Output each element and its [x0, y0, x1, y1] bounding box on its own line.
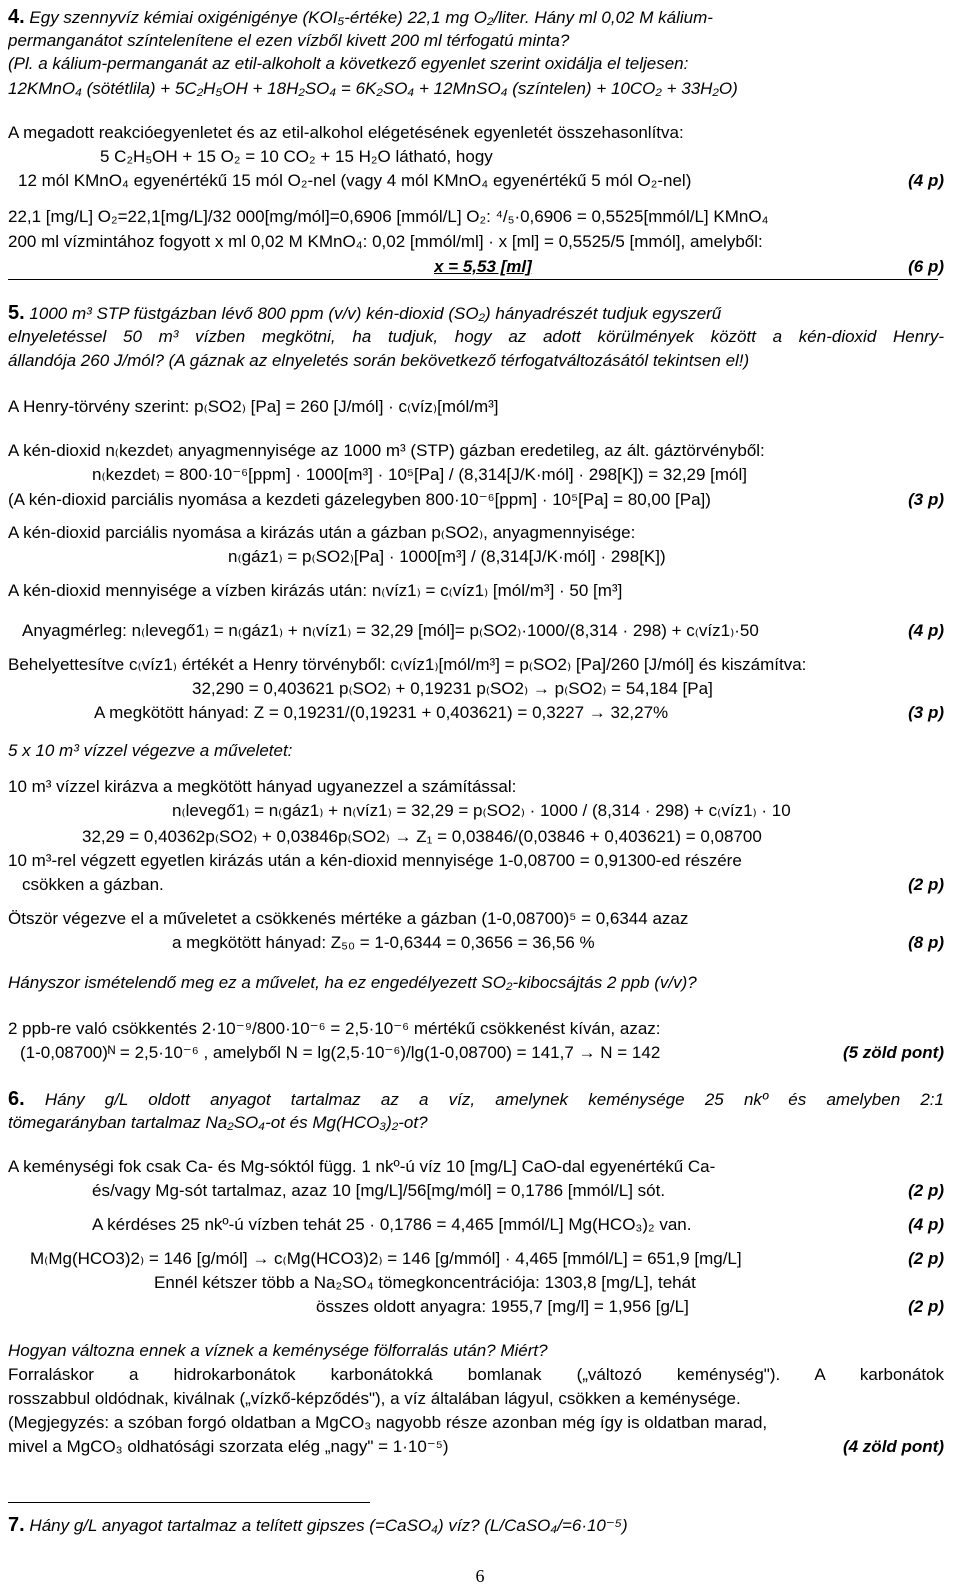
- points-label: (8 p): [902, 932, 944, 954]
- text-line: [18, 170, 944, 192]
- text-line: [22, 874, 944, 896]
- section-divider: [8, 279, 938, 280]
- question-number: 4.: [8, 6, 25, 28]
- text-line: [8, 1340, 944, 1362]
- text-line: [8, 522, 944, 544]
- text-line: [82, 826, 944, 848]
- line-text: Egy szennyvíz kémiai oxigénigénye (KOI₅-értéke) 22,1 mg O₂/liter. Hány ml 0,02 M kálium-: [24, 8, 713, 27]
- text-line: [92, 1214, 944, 1236]
- line-text: A megkötött hányad: Z = 0,19231/(0,19231 + 0,403621) = 0,3227 → 32,27%: [94, 703, 669, 722]
- text-line: [8, 1156, 944, 1178]
- text-line: [8, 908, 944, 930]
- text-line: [8, 580, 944, 602]
- text-line: [316, 1296, 944, 1318]
- text-line: [154, 1272, 944, 1294]
- text-line: [8, 1388, 944, 1410]
- question-number: 5.: [8, 302, 25, 324]
- line-text: állandója 260 J/mól? (A gáznak az elnyeletés során bekövetkező térfogatváltozásától tekintsen el!): [8, 351, 750, 370]
- line-text: rosszabbul oldódnak, kiválnak („vízkő-képződés"), a víz általában lágyul, csökken a keménysége.: [8, 1389, 741, 1408]
- line-text: 1000 m³ STP füstgázban lévő 800 ppm (v/v) kén-dioxid (SO₂) hányadrészét tudjuk egyszerű: [24, 304, 722, 323]
- line-text: Ötször végezve el a műveletet a csökkenés mértéke a gázban (1-0,08700)⁵ = 0,6344 azaz: [8, 909, 689, 928]
- text-line: [172, 800, 944, 822]
- points-label: (3 p): [902, 489, 944, 511]
- question-text: [8, 1514, 944, 1537]
- line-text: A Henry-törvény szerint: p₍SO2₎ [Pa] = 260 [J/mól] · c₍víz₎[mól/m³]: [8, 397, 499, 416]
- line-text: n₍kezdet₎ = 800·10⁻⁶[ppm] · 1000[m³] · 10⁵[Pa] / (8,314[J/K·mól] · 298[K]) = 32,29 [mól]: [92, 465, 748, 484]
- line-text: elnyeletéssel 50 m³ vízben megkötni, ha tudjuk, hogy az adott körülmények között a kén-dioxid Henry-: [8, 327, 944, 346]
- text-line: [8, 396, 944, 418]
- points-label: (4 p): [902, 170, 944, 192]
- text-line: [92, 1180, 944, 1202]
- text-line: [434, 256, 944, 278]
- line-text: Anyagmérleg: n₍levegő1₎ = n₍gáz1₎ + n₍víz1₎ = 32,29 [mól]= p₍SO2₎·1000/(8,314 · 298) + c₍víz1₎·50: [22, 621, 759, 640]
- line-text: 12 mól KMnO₄ egyenértékű 15 mól O₂-nel (vagy 4 mól KMnO₄ egyenértékű 5 mól O₂-nel): [18, 171, 692, 190]
- text-line: [8, 206, 944, 228]
- line-text: Forraláskor a hidrokarbonátok karbonátokká bomlanak („változó keménység"). A karbonátok: [8, 1365, 944, 1384]
- line-text: A kén-dioxid parciális nyomása a kirázás után a gázban p₍SO2₎, anyagmennyisége:: [8, 523, 636, 542]
- line-text: összes oldott anyagra: 1955,7 [mg/l] = 1,956 [g/L]: [316, 1297, 689, 1316]
- points-label: (5 zöld pont): [837, 1042, 944, 1064]
- points-label: (2 p): [902, 1180, 944, 1202]
- text-line: [8, 489, 944, 511]
- line-text: n₍levegő1₎ = n₍gáz1₎ + n₍víz1₎ = 32,29 = p₍SO2₎ · 1000 / (8,314 · 298) + c₍víz1₎ · 10: [172, 801, 791, 820]
- line-text: M₍Mg(HCO3)2₎ = 146 [g/mól] → c₍Mg(HCO3)2₎ = 146 [g/mmól] · 4,465 [mmól/L] = 651,9 [mg/L]: [30, 1249, 742, 1268]
- text-line: [8, 326, 944, 348]
- line-text: 2 ppb-re való csökkentés 2·10⁻⁹/800·10⁻⁶ = 2,5·10⁻⁶ mértékű csökkenést kíván, azaz:: [8, 1019, 661, 1038]
- line-text: 5 x 10 m³ vízzel végezve a műveletet:: [8, 741, 293, 760]
- text-line: [8, 654, 944, 676]
- line-text: x = 5,53 [ml]: [434, 257, 532, 276]
- text-line: [228, 546, 944, 568]
- points-label: (2 p): [902, 1296, 944, 1318]
- line-text: 12KMnO₄ (sötétlila) + 5C₂H₅OH + 18H₂SO₄ = 6K₂SO₄ + 12MnSO₄ (színtelen) + 10CO₂ + 33H₂O): [8, 79, 738, 98]
- line-text: (Megjegyzés: a szóban forgó oldatban a MgCO₃ nagyobb része azonban még így is oldatban marad,: [8, 1413, 768, 1432]
- points-label: (3 p): [902, 702, 944, 724]
- text-line: [8, 231, 944, 253]
- text-line: [8, 740, 944, 762]
- question-text: [8, 1088, 944, 1111]
- line-text: 32,29 = 0,40362p₍SO2₎ + 0,03846p₍SO2₎ → Z₁ = 0,03846/(0,03846 + 0,403621) = 0,08700: [82, 827, 762, 846]
- question-number: 6.: [8, 1088, 25, 1110]
- text-line: [30, 1248, 944, 1270]
- text-line: [94, 702, 944, 724]
- question-text: [8, 6, 944, 29]
- line-text: (Pl. a kálium-permanganát az etil-alkoholt a következő egyenlet szerint oxidálja el teljesen:: [8, 54, 689, 73]
- points-label: (2 p): [902, 874, 944, 896]
- line-text: Hány g/L oldott anyagot tartalmaz az a víz, amelynek keménysége 25 nkº és amelyben 2:1: [24, 1090, 944, 1109]
- points-label: (4 p): [902, 620, 944, 642]
- text-line: [172, 932, 944, 954]
- text-line: [8, 350, 944, 372]
- text-line: [8, 440, 944, 462]
- text-line: [8, 1436, 944, 1458]
- text-line: [20, 1042, 944, 1064]
- line-text: Hányszor ismételendő meg ez a művelet, ha ez engedélyezett SO₂-kibocsájtás 2 ppb (v/v)?: [8, 973, 697, 992]
- line-text: 10 m³ vízzel kirázva a megkötött hányad ugyanezzel a számítással:: [8, 777, 517, 796]
- line-text: (A kén-dioxid parciális nyomása a kezdeti gázelegyben 800·10⁻⁶[ppm] · 10⁵[Pa] = 80,00 [Pa]): [8, 490, 711, 509]
- line-text: és/vagy Mg-sót tartalmaz, azaz 10 [mg/L]/56[mg/mól] = 0,1786 [mmól/L] sót.: [92, 1181, 666, 1200]
- text-line: [8, 30, 944, 52]
- page-number: 6: [475, 1566, 485, 1586]
- text-line: [8, 1364, 944, 1386]
- line-text: 5 C₂H₅OH + 15 O₂ = 10 CO₂ + 15 H₂O látható, hogy: [100, 147, 493, 166]
- text-line: [8, 1412, 944, 1434]
- text-line: [100, 146, 944, 168]
- text-line: [8, 78, 944, 100]
- text-line: [192, 678, 944, 700]
- text-line: [8, 972, 944, 994]
- text-line: [8, 850, 944, 872]
- line-text: Hány g/L anyagot tartalmaz a telített gipszes (=CaSO₄) víz? (L/CaSO₄/=6·10⁻⁵): [24, 1516, 628, 1535]
- line-text: (1-0,08700)ᴺ = 2,5·10⁻⁶ , amelyből N = lg(2,5·10⁻⁶)/lg(1-0,08700) = 141,7 → N = 142: [20, 1043, 661, 1062]
- line-text: Ennél kétszer több a Na₂SO₄ tömegkoncentrációja: 1303,8 [mg/L], tehát: [154, 1273, 696, 1292]
- line-text: a megkötött hányad: Z₅₀ = 1-0,6344 = 0,3656 = 36,56 %: [172, 933, 595, 952]
- line-text: A kén-dioxid mennyisége a vízben kirázás után: n₍víz1₎ = c₍víz1₎ [mól/m³] · 50 [m³]: [8, 581, 623, 600]
- question-text: [8, 302, 944, 325]
- text-line: [8, 122, 944, 144]
- line-text: 32,290 = 0,403621 p₍SO2₎ + 0,19231 p₍SO2₎ → p₍SO2₎ = 54,184 [Pa]: [192, 679, 713, 698]
- text-line: [8, 53, 944, 75]
- text-line: [92, 464, 944, 486]
- text-line: [8, 1018, 944, 1040]
- line-text: csökken a gázban.: [22, 875, 164, 894]
- section-divider: [8, 1502, 370, 1503]
- line-text: A keménységi fok csak Ca- és Mg-sóktól függ. 1 nkº-ú víz 10 [mg/L] CaO-dal egyenértékű Ca-: [8, 1157, 716, 1176]
- line-text: 200 ml vízmintához fogyott x ml 0,02 M KMnO₄: 0,02 [mmól/ml] · x [ml] = 0,5525/5 [mmól], amelyből:: [8, 232, 763, 251]
- line-text: n₍gáz1₎ = p₍SO2₎[Pa] · 1000[m³] / (8,314[J/K·mól] · 298[K]): [228, 547, 666, 566]
- line-text: Hogyan változna ennek a víznek a keménysége fölforralás után? Miért?: [8, 1341, 548, 1360]
- text-line: [22, 620, 944, 642]
- text-line: [8, 1112, 944, 1134]
- text-line: [8, 776, 944, 798]
- points-label: (2 p): [902, 1248, 944, 1270]
- line-text: A kén-dioxid n₍kezdet₎ anyagmennyisége az 1000 m³ (STP) gázban eredetileg, az ált. gáztörvényből:: [8, 441, 765, 460]
- line-text: 22,1 [mg/L] O₂=22,1[mg/L]/32 000[mg/mól]=0,6906 [mmól/L] O₂: ⁴/₅·0,6906 = 0,5525[mmól/L] KMnO₄: [8, 207, 769, 226]
- points-label: (4 zöld pont): [837, 1436, 944, 1458]
- question-number: 7.: [8, 1514, 25, 1536]
- points-label: (6 p): [902, 256, 944, 278]
- line-text: Behelyettesítve c₍víz1₎ értékét a Henry törvényből: c₍víz1₎[mól/m³] = p₍SO2₎ [Pa]/260 [J/mól] és kiszámítva:: [8, 655, 807, 674]
- line-text: A kérdéses 25 nkº-ú vízben tehát 25 · 0,1786 = 4,465 [mmól/L] Mg(HCO₃)₂ van.: [92, 1215, 692, 1234]
- line-text: permanganátot színtelenítene el ezen vízből kivett 200 ml térfogatú minta?: [8, 31, 570, 50]
- line-text: 10 m³-rel végzett egyetlen kirázás után a kén-dioxid mennyisége 1-0,08700 = 0,91300-ed részére: [8, 851, 742, 870]
- points-label: (4 p): [902, 1214, 944, 1236]
- line-text: mivel a MgCO₃ oldhatósági szorzata elég „nagy" = 1·10⁻⁵): [8, 1437, 449, 1456]
- line-text: tömegarányban tartalmaz Na₂SO₄-ot és Mg(HCO₃)₂-ot?: [8, 1113, 428, 1132]
- line-text: A megadott reakcióegyenletet és az etil-alkohol elégetésének egyenletét összehasonlítva:: [8, 123, 684, 142]
